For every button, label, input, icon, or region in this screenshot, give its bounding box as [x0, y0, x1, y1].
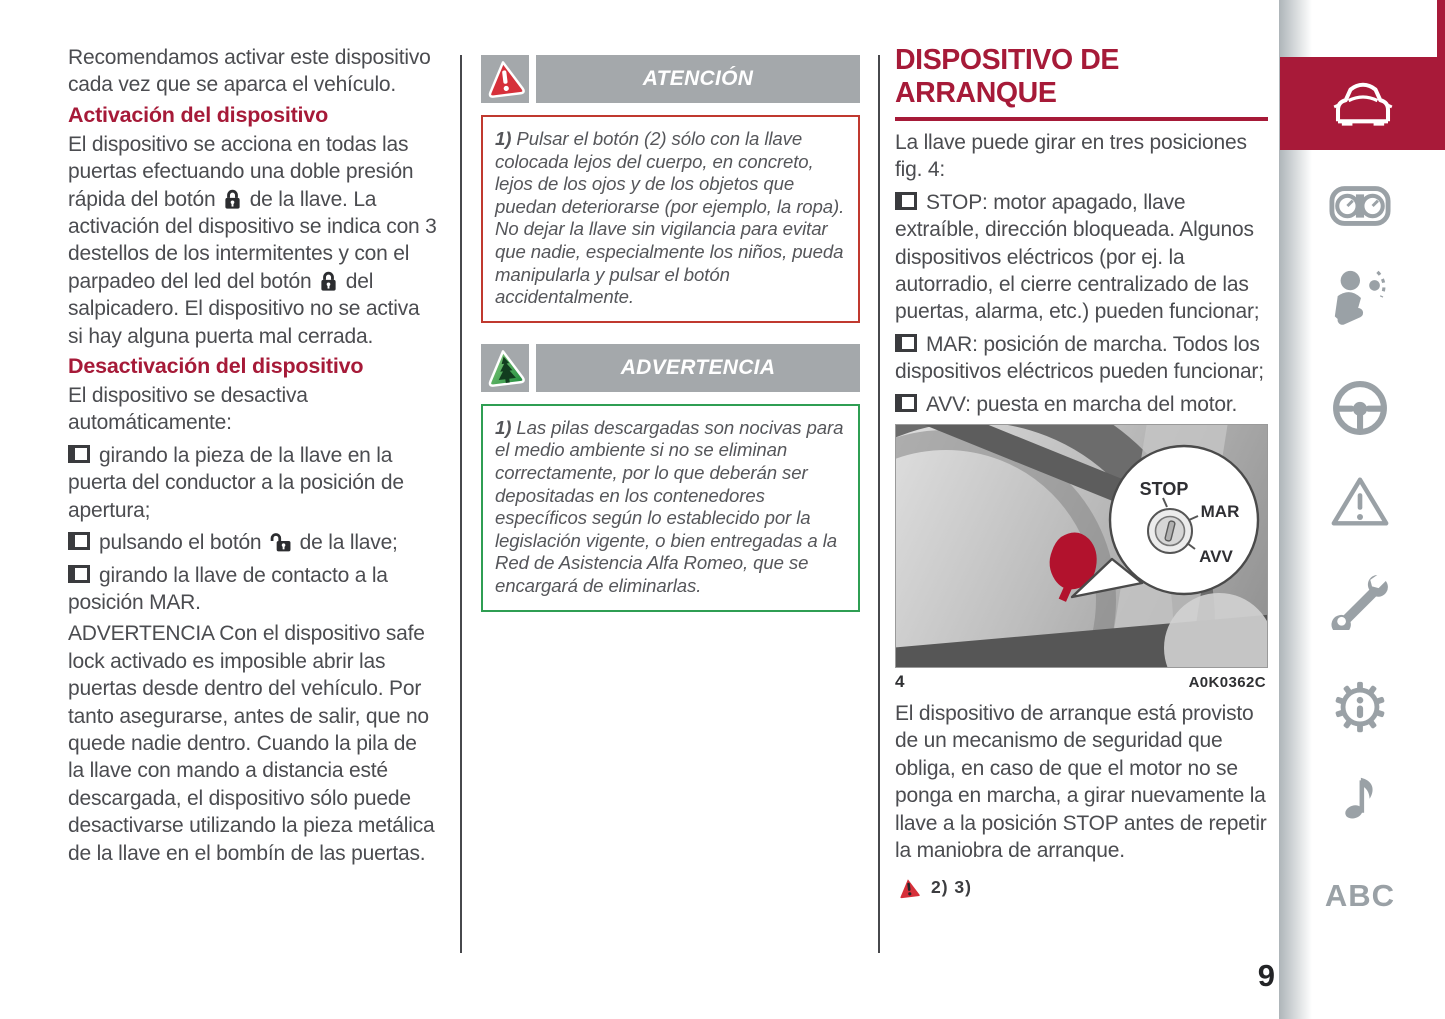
- ignition-photo: [895, 424, 1268, 668]
- lock-closed-icon: [319, 270, 338, 293]
- abc-label: ABC: [1324, 878, 1396, 913]
- steering-wheel-icon: [1330, 378, 1390, 438]
- intro-paragraph: Recomendamos activar este dispositivo cada vez que se aparca el vehículo.: [68, 46, 431, 97]
- activation-heading: Activación del dispositivo: [68, 102, 329, 127]
- advertencia-text: Las pilas descargadas son nocivas para el medio ambiente si no se eliminan correctamente, por lo que deberán ser depositadas en los contenedores específicos según lo establecido por la legislación vigente, o bien entregadas a la Red de Asistencia Alfa Romeo, que se encargará de eliminarlas.: [495, 416, 844, 596]
- sidebar-tab-technical-info[interactable]: [1318, 676, 1402, 738]
- car-front-icon: [1330, 79, 1396, 129]
- music-note-icon: [1332, 766, 1388, 828]
- text-segment: de la llave. La activación del dispositivo se indica con 3 destellos de los intermitentes y con el parpadeo del led del botón: [68, 187, 437, 293]
- wrench-icon: [1329, 568, 1391, 630]
- text-segment: AVV: puesta en marcha del motor.: [926, 392, 1238, 416]
- advertencia-header: [481, 344, 860, 392]
- text-segment: de la llave;: [294, 531, 398, 555]
- list-item: [68, 442, 438, 524]
- figure-number: 4: [895, 672, 905, 692]
- sidebar-tab-index[interactable]: [1318, 878, 1402, 914]
- start-device-paragraph: El dispositivo de arranque está provisto de un mecanismo de seguridad que obliga, en caso de que el motor no se ponga en marcha, a girar nuevamente la llave a la posición STOP antes de repetir la maniobra de arranque.: [895, 702, 1267, 863]
- attention-header: [481, 55, 860, 103]
- section-heading: DISPOSITIVO DE ARRANQUE: [895, 44, 1268, 121]
- spacer: [481, 323, 860, 344]
- square-bullet-icon: [895, 394, 917, 412]
- text-segment: girando la llave de contacto a la posición MAR.: [68, 563, 388, 614]
- sidebar-tab-safety[interactable]: [1318, 266, 1402, 330]
- callout-overlay: [896, 425, 1267, 667]
- advertencia-body-box: [481, 404, 860, 612]
- middle-column: [481, 55, 860, 612]
- text-segment: girando la pieza de la llave en la puerta del conductor a la posición de apertura;: [68, 443, 404, 522]
- attention-text: Pulsar el botón (2) sólo con la llave colocada lejos del cuerpo, en concreto, lejos de los ojos y de los objetos que puedan deteriorarse (por ejemplo, la ropa). No dejar la llave sin vigilancia para evitar que nadie, especialmente los niños, pueda manipularla y pulsar el botón accidentalmente.: [495, 128, 845, 308]
- figure-4: [895, 424, 1268, 692]
- list-item: [895, 189, 1268, 326]
- advertencia-icon-tile: [481, 344, 529, 392]
- right-column: [895, 44, 1268, 901]
- sidebar-tab-warnings[interactable]: [1318, 474, 1402, 530]
- sidebar-gradient-divider: [1279, 0, 1312, 1019]
- text-segment: El dispositivo se acciona en todas las puertas efectuando una doble presión rápida del botón: [68, 132, 414, 211]
- square-bullet-icon: [895, 192, 917, 210]
- list-item: [68, 529, 438, 556]
- attention-title: ATENCIÓN: [642, 67, 754, 90]
- advertencia-title-bar: [536, 344, 860, 392]
- lock-open-icon: [269, 531, 292, 554]
- note-number: 1): [495, 128, 512, 149]
- deactivation-paragraph: El dispositivo se desactiva automáticamente:: [68, 384, 308, 435]
- attention-body-box: [481, 115, 860, 323]
- text-segment: del salpicadero. El dispositivo no se activa si hay alguna puerta mal cerrada.: [68, 269, 420, 348]
- page-number: 9: [1257, 958, 1275, 993]
- text-segment: pulsando el botón: [99, 531, 268, 555]
- section-intro: La llave puede girar en tres posiciones fig. 4:: [895, 131, 1247, 182]
- square-bullet-icon: [895, 334, 917, 352]
- mar-label: MAR: [1200, 502, 1240, 522]
- text-segment: MAR: posición de marcha. Todos los dispositivos eléctricos pueden funcionar;: [895, 332, 1264, 384]
- deactivation-heading: Desactivación del dispositivo: [68, 354, 364, 379]
- warning-references: [895, 875, 1268, 901]
- attention-icon-tile: [481, 55, 529, 103]
- column-divider: [878, 55, 880, 953]
- avv-label: AVV: [1199, 547, 1233, 567]
- small-red-warning-triangle-icon: [895, 875, 923, 901]
- text-segment: STOP: motor apagado, llave extraíble, dirección bloqueada. Algunos dispositivos eléctricos (por ej. la autorradio, el cierre centralizado de las puertas, alarma, etc.) pueden funcionar;: [895, 190, 1260, 324]
- green-tree-triangle-icon: [484, 347, 526, 389]
- note-number: 1): [495, 416, 512, 438]
- red-warning-triangle-icon: [484, 58, 526, 100]
- gear-info-icon: [1329, 676, 1391, 738]
- stop-label: STOP: [1139, 479, 1189, 500]
- sidebar-tab-dashboard[interactable]: [1318, 182, 1402, 230]
- left-column: [68, 44, 438, 867]
- activation-paragraph: [68, 131, 438, 350]
- square-bullet-icon: [68, 565, 90, 583]
- square-bullet-icon: [68, 445, 90, 463]
- sidebar-tab-vehicle[interactable]: [1280, 57, 1445, 150]
- sidebar-tab-steering[interactable]: [1318, 378, 1402, 438]
- figure-code: A0K0362C: [1188, 673, 1266, 691]
- square-bullet-icon: [68, 532, 90, 550]
- list-item: [895, 331, 1268, 386]
- sidebar-tab-multimedia[interactable]: [1318, 766, 1402, 828]
- column-divider: [460, 55, 462, 953]
- advertencia-title: ADVERTENCIA: [620, 355, 776, 379]
- warning-note-paragraph: ADVERTENCIA Con el dispositivo safe lock activado es imposible abrir las puertas desde dentro del vehículo. Por tanto asegurarse, antes de salir, que no quede nadie dentro. Cuando la pila de la llave con mando a distancia esté descargada, el dispositivo sólo puede desactivarse utilizando la pieza metálica de la llave en el bombín de las puertas.: [68, 622, 435, 865]
- list-item: [68, 562, 438, 617]
- lock-closed-icon: [223, 188, 242, 211]
- attention-title-bar: [536, 55, 860, 103]
- reference-numbers: 2) 3): [931, 877, 972, 897]
- top-right-accent-bar: [1437, 0, 1445, 58]
- dashboard-gauges-icon: [1329, 182, 1391, 230]
- airbag-safety-icon: [1329, 266, 1391, 330]
- figure-caption: [895, 672, 1266, 692]
- sidebar-tab-maintenance[interactable]: [1318, 568, 1402, 630]
- warning-triangle-icon: [1329, 474, 1391, 530]
- list-item: [895, 391, 1268, 418]
